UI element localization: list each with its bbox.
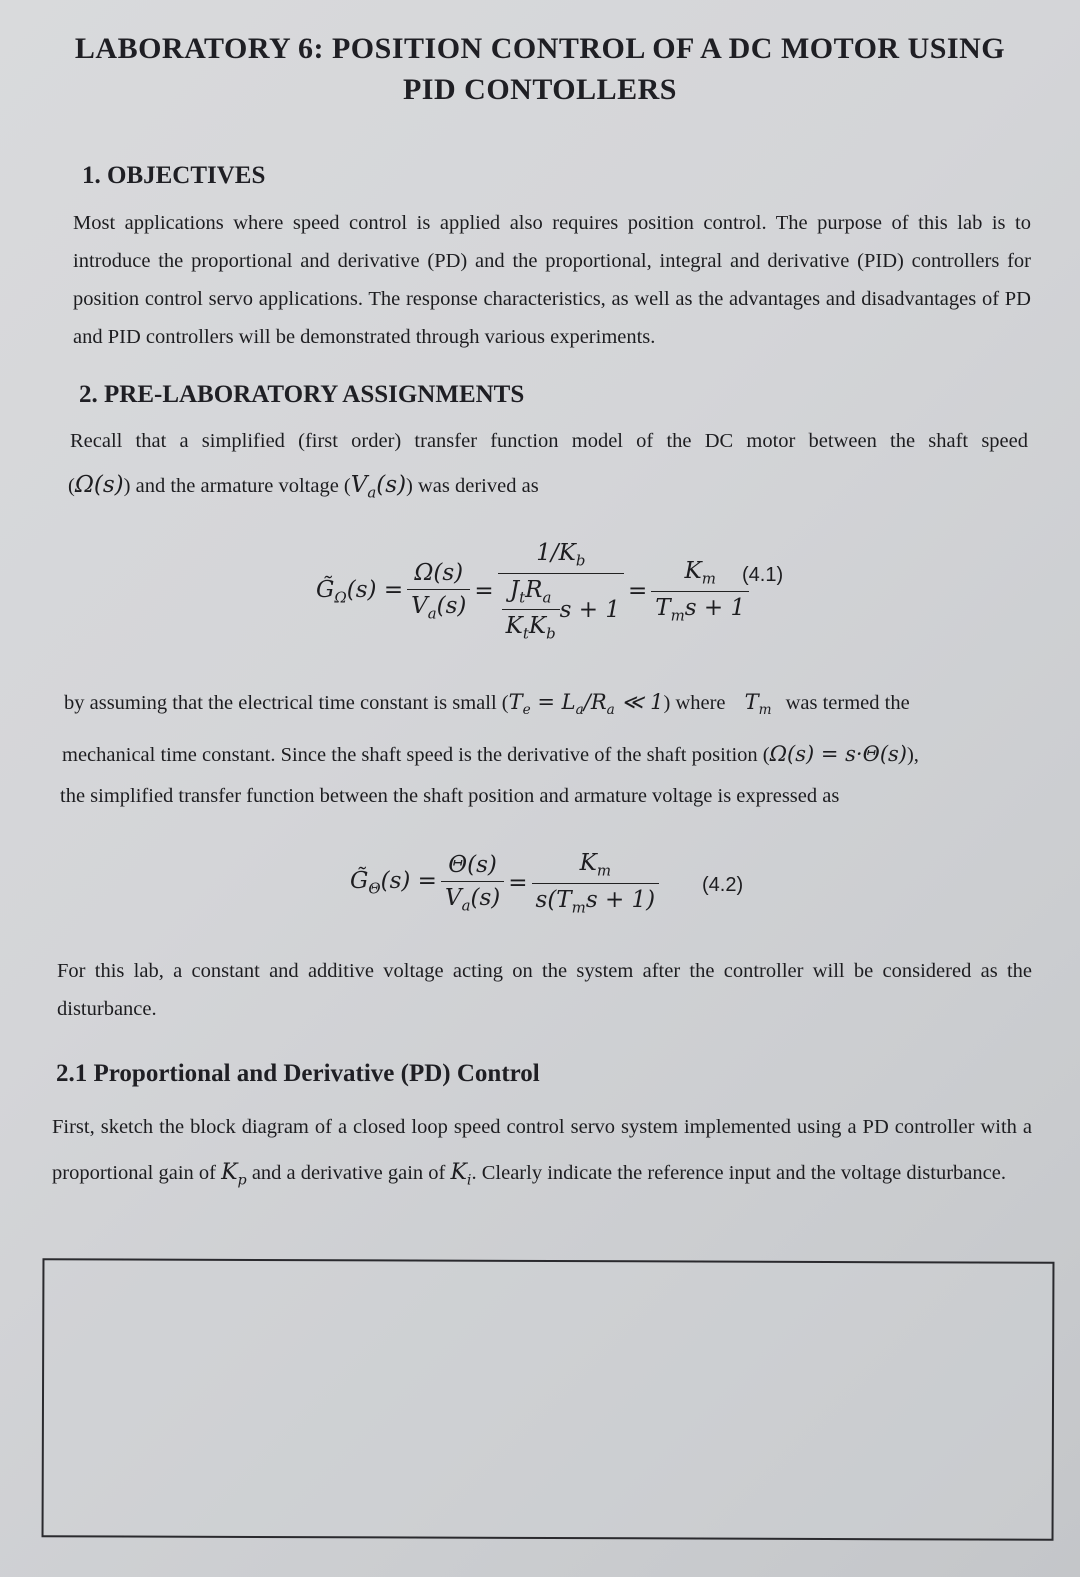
equation-4-1-number: (4.1) [742, 564, 784, 586]
page-title: LABORATORY 6: POSITION CONTROL OF A DC MOTOR USING [74, 32, 1006, 65]
answer-box[interactable] [42, 1258, 1055, 1541]
equation-4-1: $G̃_\Omega(s)$ = $\frac{\Omega(s)}{V_a(s)}$ = $1/K_b$ $\frac{J_tR_a}{K_tK_b}$ s + 1 = $\frac{K_m}{T_ms + 1}$ [316, 540, 753, 643]
subsection-2-1-heading: 2.1 Proportional and Derivative (PD) Control [56, 1060, 540, 1087]
section-2-heading: 2. PRE-LABORATORY ASSIGNMENTS [79, 381, 525, 408]
after-eq1-line-2: mechanical time constant. Since the shaft speed is the derivative of the shaft position (Ω(s) = s·Θ(s)), [62, 742, 919, 766]
equation-4-2: $G̃_\Theta(s)$ = $\frac{\Theta(s)}{V_a(s)}$ = $\frac{K_m}{s(T_ms + 1)}$ [350, 850, 663, 916]
objectives-paragraph: Most applications where speed control is applied also requires position control. The purpose of this lab is to introduce the proportional and derivative (PD) and the proportional, integral and derivative (PID) controllers for position control servo applications. The response characteristics, as well as the advantages and disadvantages of PD and PID controllers will be demonstrated through various experiments. [73, 212, 1031, 348]
pd-control-paragraph: First, sketch the block diagram of a closed loop speed control servo system implemented using a PD controller with a proportional gain of $K_p$ and a derivative gain of $K_i$. Clearly indicate the reference input and the voltage disturbance. [52, 1116, 1032, 1189]
omega-s-symbol: Ω(s) [74, 472, 124, 498]
page-title-line2: PID CONTOLLERS [402, 73, 677, 106]
equation-4-2-number: (4.2) [702, 874, 744, 896]
va-s-symbol: $V_a(s)$ [350, 472, 407, 502]
after-eq1-line-3: the simplified transfer function between the shaft position and armature voltage is expressed as [60, 785, 840, 807]
prelab-line-1: Recall that a simplified (first order) transfer function model of the DC motor between the shaft speed [70, 430, 1028, 452]
prelab-line-2: (Ω(s)) and the armature voltage $(V_a(s))$ was derived as [68, 472, 539, 502]
section-1-heading: 1. OBJECTIVES [82, 162, 266, 189]
after-eq1-line-1: by assuming that the electrical time constant is small ($T_e = L_a/R_a$ ≪ 1) where $T_m$ was termed the [64, 690, 910, 719]
disturbance-paragraph: For this lab, a constant and additive voltage acting on the system after the controller will be considered as the disturbance. [57, 960, 1032, 1020]
